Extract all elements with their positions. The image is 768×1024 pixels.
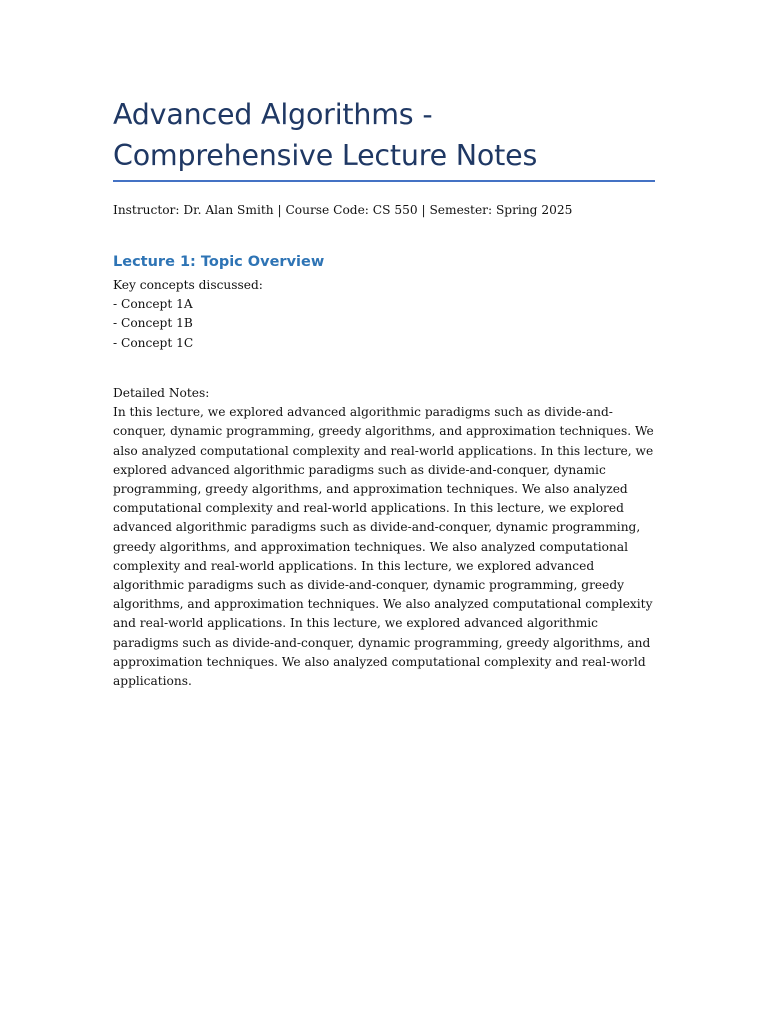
concept-item: - Concept 1C [113, 335, 194, 350]
detailed-notes-text: In this lecture, we explored advanced algorithmic paradigms such as divide-and-conquer, dynamic programming, greedy algorithms, and approximation techniques. We also analyzed computational complexity and real-world applications. In this lecture, we explored advanced algorithmic paradigms such as divide-and-conquer, dynamic programming, greedy algorithms, and approximation techniques. We also analyzed computational complexity and real-world applications. In this lecture, we explored advanced algorithmic paradigms such as divide-and-conquer, dynamic programming, greedy algorithms, and approximation techniques. We also analyzed computational complexity and real-world applications. In this lecture, we explored advanced algorithmic paradigms such as divide-and-conquer, dynamic programming, greedy algorithms, and approximation techniques. We also analyzed computational complexity and real-world applications. In this lecture, we explored advanced algorithmic paradigms such as divide-and-conquer, dynamic programming, greedy algorithms, and approximation techniques. We also analyzed computational complexity and real-world applications. [113, 405, 654, 689]
lecture-heading: Lecture 1: Topic Overview [113, 254, 325, 270]
title-underline [113, 180, 655, 182]
key-concepts-label: Key concepts discussed: [113, 278, 263, 292]
detailed-notes-section [113, 384, 658, 691]
concept-item: - Concept 1A [113, 297, 193, 312]
document-title: Advanced Algorithms - Comprehensive Lecture Notes [113, 98, 538, 172]
concept-list [113, 295, 658, 353]
concept-item: - Concept 1B [113, 316, 193, 331]
course-meta: Instructor: Dr. Alan Smith | Course Code: CS 550 | Semester: Spring 2025 [113, 203, 573, 217]
detailed-notes-label: Detailed Notes: [113, 386, 210, 400]
key-concepts-section [113, 276, 658, 353]
